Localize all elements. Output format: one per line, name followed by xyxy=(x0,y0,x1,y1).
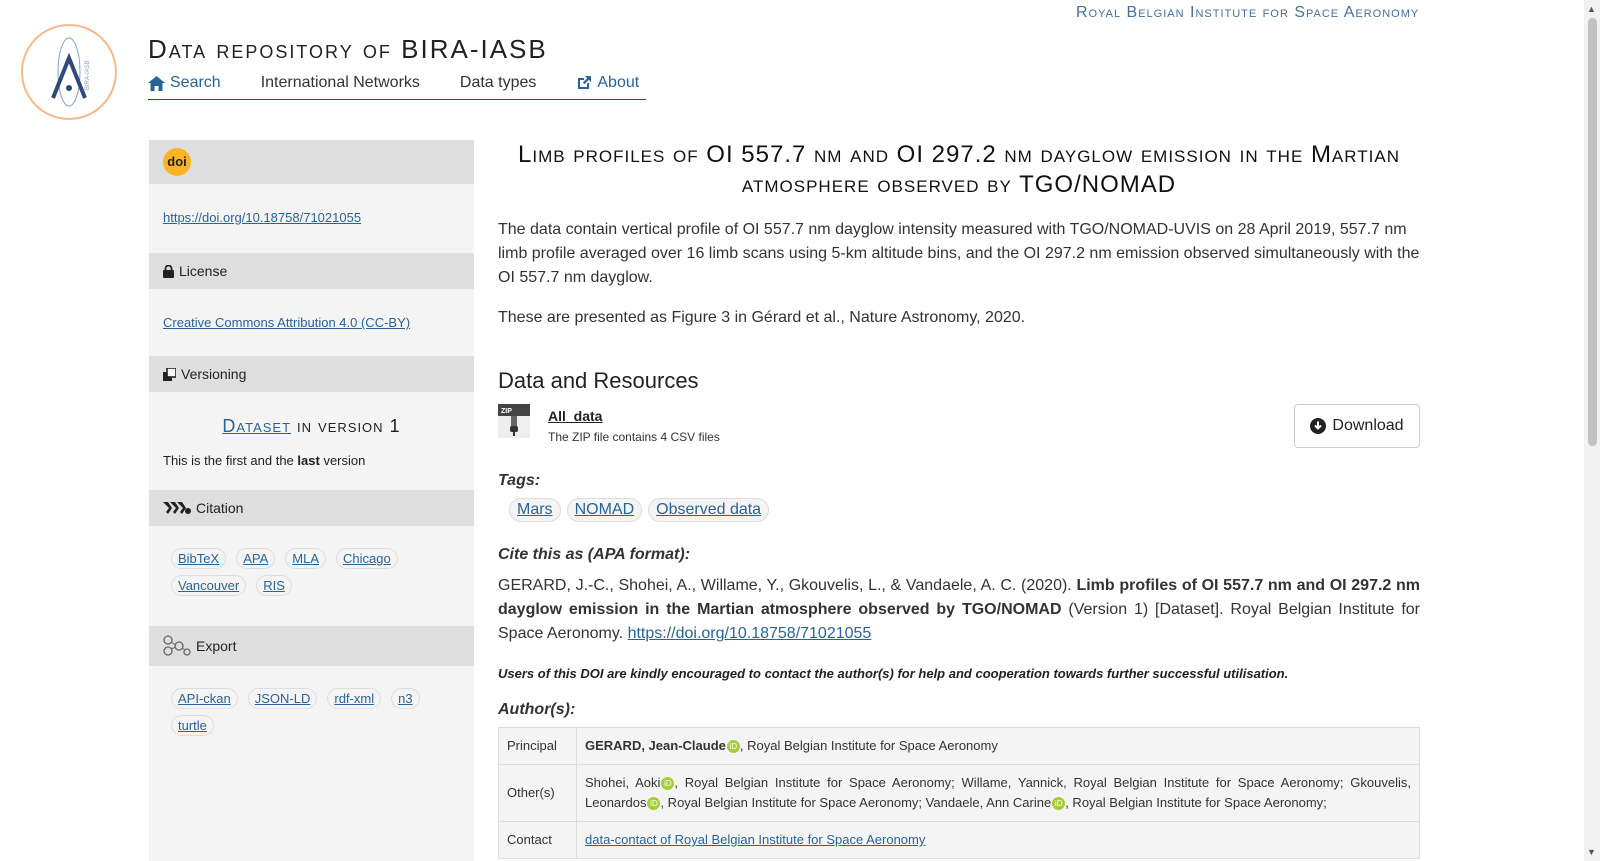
download-circle-icon xyxy=(1310,418,1326,434)
main-nav xyxy=(148,74,646,100)
download-button[interactable] xyxy=(1294,404,1420,448)
cite-apa[interactable]: APA xyxy=(236,548,275,569)
sidebar xyxy=(149,140,474,861)
nav-about-label: About xyxy=(597,74,640,91)
contact-cell xyxy=(577,822,1420,859)
nav-data-types[interactable]: Data types xyxy=(459,74,537,91)
others-role: Other(s) xyxy=(499,765,577,822)
scrollbar-thumb[interactable] xyxy=(1588,18,1597,446)
cite-ris[interactable]: RIS xyxy=(256,575,292,596)
doi-contact-note: Users of this DOI are kindly encouraged to contact the author(s) for help and cooperation towards further successful utilisation. xyxy=(498,666,1289,681)
zip-file-icon xyxy=(498,404,530,438)
dataset-title: Limb profiles of OI 557.7 nm and OI 297.2 nm dayglow emission in the Martian atmosphere observed by TGO/NOMAD xyxy=(518,141,1400,198)
license-link[interactable]: Creative Commons Attribution 4.0 (CC-BY) xyxy=(163,315,411,330)
contact-role: Contact xyxy=(499,822,577,859)
version-note-prefix: This is the first and the xyxy=(163,453,294,468)
doi-icon: doi xyxy=(163,148,191,176)
tag-list xyxy=(498,498,1420,522)
principal-name: GERARD, Jean-Claude xyxy=(585,738,726,753)
versioning-heading-label: Versioning xyxy=(181,366,247,382)
home-icon xyxy=(148,76,165,91)
quote-icon xyxy=(163,500,191,516)
other-author-name: Gkouvelis, Leonardos xyxy=(585,775,1411,810)
license-heading xyxy=(149,253,474,289)
resource-description: The ZIP file contains 4 CSV files xyxy=(548,430,720,444)
zip-icon-label: ZIP xyxy=(501,408,512,415)
dataset-version-link[interactable]: Dataset xyxy=(222,416,292,436)
main-content xyxy=(498,140,1420,859)
resource-item xyxy=(498,404,1420,460)
cite-authors: GERARD, J.-C., Shohei, A., Willame, Y., Gkouvelis, L., & Vandaele, A. C. (2020). xyxy=(498,577,1072,594)
version-note-bold: last xyxy=(297,453,320,468)
version-in-text: in version xyxy=(297,416,384,436)
cite-doi-link[interactable]: https://doi.org/10.18758/71021055 xyxy=(627,625,872,642)
orcid-icon[interactable]: iD xyxy=(647,797,660,810)
resource-name-link[interactable]: All_data xyxy=(548,408,603,424)
orcid-icon[interactable]: iD xyxy=(661,777,674,790)
other-author-affiliation: , Royal Belgian Institute for Space Aeronomy; xyxy=(674,775,955,790)
doi-heading xyxy=(149,140,474,184)
nav-search-label: Search xyxy=(170,74,221,91)
citation-heading xyxy=(149,490,474,526)
download-button-label: Download xyxy=(1332,417,1404,434)
table-row xyxy=(499,765,1420,822)
tag-mars[interactable]: Mars xyxy=(509,498,561,522)
logo-text: BIRA-IASB xyxy=(85,60,91,90)
other-author-affiliation: , Royal Belgian Institute for Space Aeronomy; xyxy=(1065,795,1327,810)
export-graph-icon xyxy=(163,635,191,657)
table-row xyxy=(499,822,1420,859)
scroll-up-icon[interactable]: ▲ xyxy=(1587,4,1596,14)
dataset-description: The data contain vertical profile of OI 557.7 nm dayglow intensity measured with TGO/NOMAD-UVIS on 28 April 2019, 557.7 nm limb profile averaged over 16 limb scans using 5-km altitude bins, and the OI 297.2 nm emission observed simultaneously with the OI 557.7 nm dayglow. xyxy=(498,221,1420,286)
versioning-heading xyxy=(149,356,474,392)
other-author-name: Shohei, Aoki xyxy=(585,775,661,790)
scroll-down-icon[interactable]: ▼ xyxy=(1587,847,1596,857)
principal-affiliation: , Royal Belgian Institute for Space Aeronomy xyxy=(739,738,998,753)
version-number: 1 xyxy=(389,416,401,436)
cite-vancouver[interactable]: Vancouver xyxy=(171,575,246,596)
tags-label: Tags: xyxy=(498,472,541,489)
other-author-affiliation: , Royal Belgian Institute for Space Aeronomy; xyxy=(1063,775,1344,790)
institute-link[interactable]: Royal Belgian Institute for Space Aeronomy xyxy=(1076,4,1420,21)
export-heading xyxy=(149,626,474,666)
dataset-reference: These are presented as Figure 3 in Gérard et al., Nature Astronomy, 2020. xyxy=(498,309,1026,326)
export-api-ckan[interactable]: API-ckan xyxy=(171,688,238,709)
orcid-icon[interactable]: iD xyxy=(1052,797,1065,810)
other-author-affiliation: , Royal Belgian Institute for Space Aeronomy; xyxy=(660,795,923,810)
nav-search[interactable] xyxy=(148,74,221,92)
page-scrollbar[interactable] xyxy=(1584,0,1600,861)
nav-about[interactable] xyxy=(576,74,639,92)
cite-label: Cite this as (APA format): xyxy=(498,546,691,563)
citation-heading-label: Citation xyxy=(196,500,244,516)
other-author-name: Vandaele, Ann Carine xyxy=(925,795,1052,810)
contact-link[interactable]: data-contact of Royal Belgian Institute for Space Aeronomy xyxy=(585,832,926,847)
cite-mla[interactable]: MLA xyxy=(285,548,326,569)
export-n3[interactable]: n3 xyxy=(391,688,419,709)
site-title: Data repository of BIRA-IASB xyxy=(148,34,548,64)
cite-chicago[interactable]: Chicago xyxy=(336,548,398,569)
lock-icon xyxy=(163,265,174,278)
logo-icon xyxy=(29,32,109,112)
principal-cell xyxy=(577,728,1420,765)
cite-bibtex[interactable]: BibTeX xyxy=(171,548,226,569)
resources-heading: Data and Resources xyxy=(498,368,699,393)
export-turtle[interactable]: turtle xyxy=(171,715,214,736)
other-author-name: Willame, Yannick xyxy=(961,775,1064,790)
version-line xyxy=(163,416,460,437)
version-note-suffix: version xyxy=(323,453,366,468)
copy-icon xyxy=(163,368,176,381)
tag-nomad[interactable]: NOMAD xyxy=(567,498,643,522)
nav-international-networks[interactable]: International Networks xyxy=(260,74,420,91)
tag-observed-data[interactable]: Observed data xyxy=(648,498,769,522)
version-note xyxy=(163,453,460,468)
cite-rest: (Version 1) [Dataset]. Royal Belgian Institute for Space Aeronomy. xyxy=(498,601,1420,642)
principal-role: Principal xyxy=(499,728,577,765)
export-rdf-xml[interactable]: rdf-xml xyxy=(327,688,381,709)
apa-citation xyxy=(498,574,1420,646)
export-json-ld[interactable]: JSON-LD xyxy=(248,688,318,709)
authors-table xyxy=(498,727,1420,859)
orcid-icon[interactable]: iD xyxy=(727,740,740,753)
table-row xyxy=(499,728,1420,765)
cite-title: Limb profiles of OI 557.7 nm and OI 297.2 nm dayglow emission in the Martian atmosphere observed by TGO/NOMAD xyxy=(498,577,1421,618)
doi-link[interactable]: https://doi.org/10.18758/71021055 xyxy=(163,210,362,225)
others-cell xyxy=(577,765,1420,822)
license-heading-label: License xyxy=(179,263,228,279)
authors-label: Author(s): xyxy=(498,701,576,718)
export-heading-label: Export xyxy=(196,638,237,654)
bira-iasb-logo[interactable] xyxy=(21,24,117,120)
external-link-icon xyxy=(576,75,592,91)
